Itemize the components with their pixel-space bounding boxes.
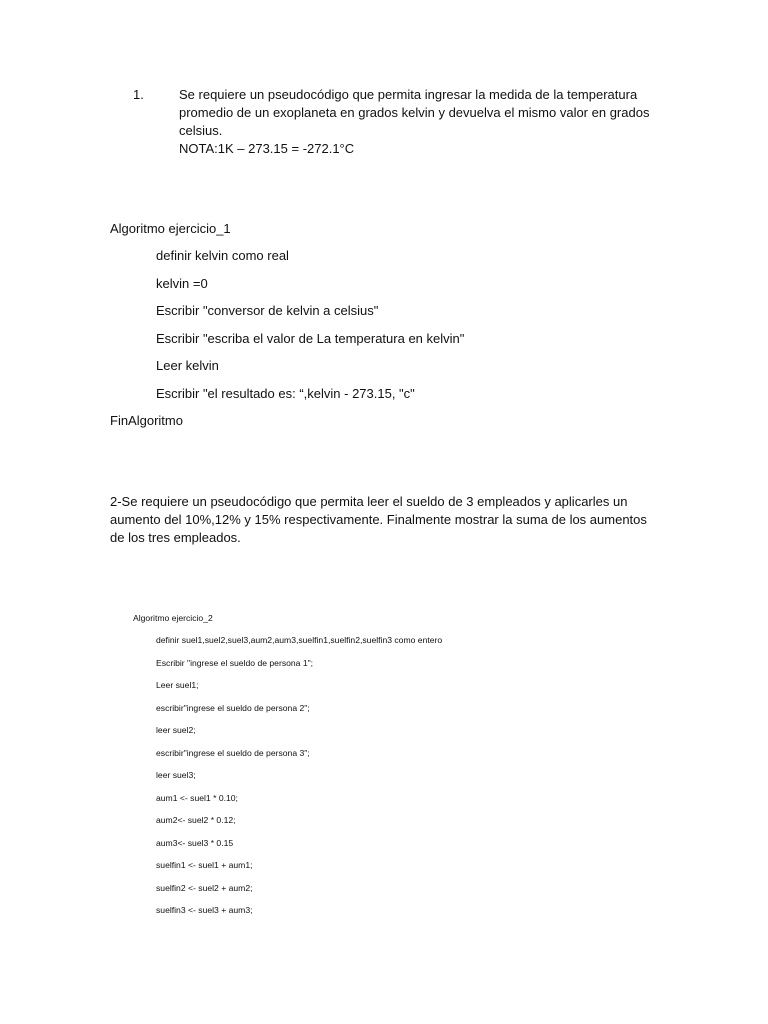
code-line: definir kelvin como real	[156, 248, 289, 263]
code-line: escribir"ingrese el sueldo de persona 3";	[156, 748, 310, 758]
algorithm-2-header: Algoritmo ejercicio_2	[133, 613, 213, 623]
code-line: Escribir "ingrese el sueldo de persona 1";	[156, 658, 314, 668]
code-line: Escribir "escriba el valor de La temperatura en kelvin"	[156, 331, 465, 346]
code-line: leer suel3;	[156, 770, 196, 780]
code-line: aum3<- suel3 * 0.15	[156, 838, 234, 848]
code-line: Leer kelvin	[156, 358, 219, 373]
exercise-1-statement	[179, 86, 659, 158]
code-line: suelfin3 <- suel3 + aum3;	[156, 905, 253, 915]
code-line: kelvin =0	[156, 276, 208, 291]
code-line: Leer suel1;	[156, 680, 199, 690]
code-line: aum1 <- suel1 * 0.10;	[156, 793, 238, 803]
code-line: Escribir "el resultado es: “,kelvin - 273.15, "c"	[156, 386, 415, 401]
statement-line: celsius.	[179, 123, 223, 138]
code-line: Escribir "conversor de kelvin a celsius"	[156, 303, 379, 318]
list-number: 1.	[133, 87, 144, 102]
code-line: leer suel2;	[156, 725, 196, 735]
algorithm-1-footer: FinAlgoritmo	[110, 413, 183, 428]
code-line: escribir"ingrese el sueldo de persona 2";	[156, 703, 310, 713]
statement-note: NOTA:1K – 273.15 = -272.1°C	[179, 141, 355, 156]
statement-line: aumento del 10%,12% y 15% respectivamente. Finalmente mostrar la suma de los aumentos	[110, 512, 647, 527]
code-line: definir suel1,suel2,suel3,aum2,aum3,suelfin1,suelfin2,suelfin3 como entero	[156, 635, 443, 645]
statement-line: 2-Se requiere un pseudocódigo que permita leer el sueldo de 3 empleados y aplicarles un	[110, 494, 628, 509]
statement-line: promedio de un exoplaneta en grados kelvin y devuelva el mismo valor en grados	[179, 105, 650, 120]
statement-line: de los tres empleados.	[110, 530, 241, 545]
code-line: suelfin1 <- suel1 + aum1;	[156, 860, 253, 870]
exercise-2-statement	[110, 493, 650, 547]
statement-line: Se requiere un pseudocódigo que permita ingresar la medida de la temperatura	[179, 87, 638, 102]
code-line: suelfin2 <- suel2 + aum2;	[156, 883, 253, 893]
algorithm-1-header: Algoritmo ejercicio_1	[110, 221, 231, 236]
code-line: aum2<- suel2 * 0.12;	[156, 815, 236, 825]
